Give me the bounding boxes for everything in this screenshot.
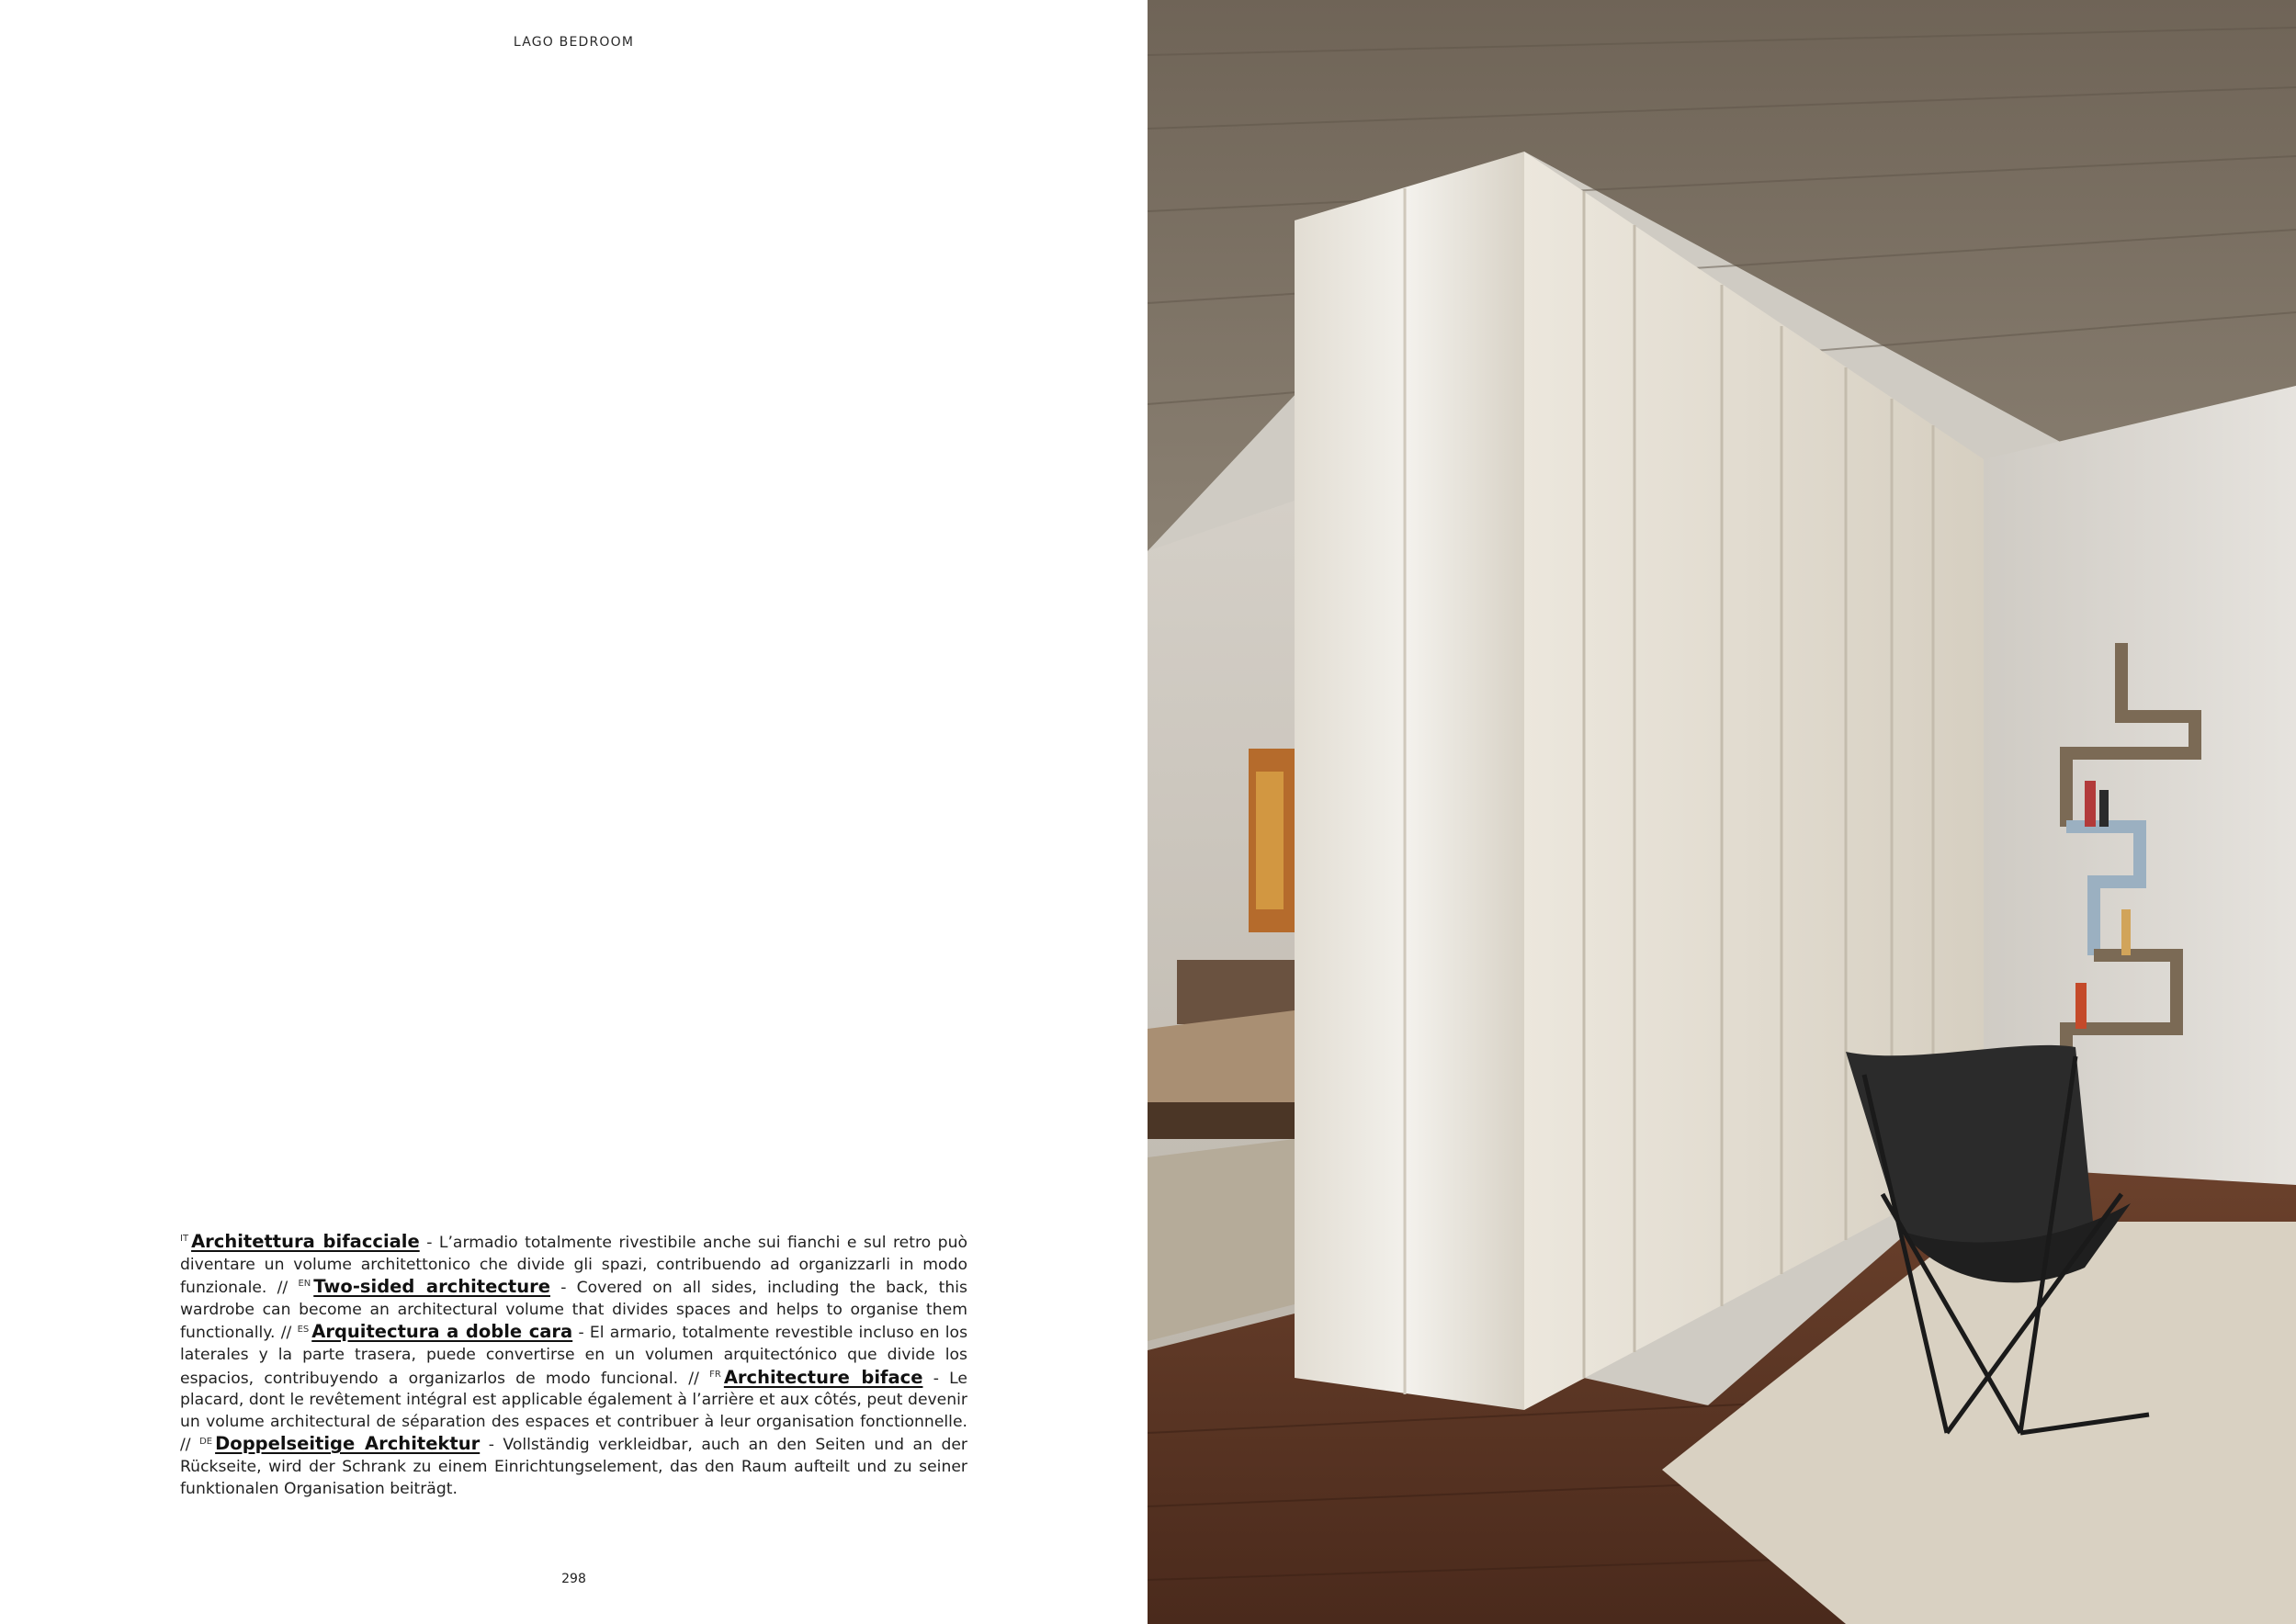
running-header: LAGO BEDROOM	[513, 35, 635, 50]
section-text: - El armario, totalmente revestible incluso en los laterales y la parte trasera, puede convertirse en un volumen arquitectónico que divide los espacios, contribuyendo a organizarlos de modo funcional. //	[180, 1324, 968, 1388]
book	[2121, 909, 2131, 955]
book	[2075, 983, 2087, 1029]
section-heading: Architecture biface	[723, 1366, 923, 1388]
book	[2099, 790, 2109, 827]
lang-code: IT	[180, 1234, 189, 1245]
page-number: 298	[561, 1572, 586, 1586]
section-text: - Vollständig verkleidbar, auch an den Seiten und an der Rückseite, wird der Schrank zu einem Einrichtungselement, das den Raum aufteilt und zu seiner funktionalen Organisation beiträgt.	[180, 1436, 968, 1498]
lang-block-de	[180, 1433, 968, 1498]
section-heading: Two-sided architecture	[313, 1276, 550, 1298]
bedroom-illustration	[1148, 0, 2296, 1624]
section-text: - Le placard, dont le revêtement intégral est applicable également à l’arrière et aux côtés, peut devenir un volume architectural de séparation des espaces et contribuer à leur organisation fonctionnelle. //	[180, 1369, 967, 1455]
bed-base	[1148, 1102, 1295, 1139]
section-heading: Architettura bifacciale	[191, 1231, 420, 1252]
wardrobe-front	[1295, 152, 1524, 1410]
description-paragraph	[180, 1231, 967, 1500]
lang-code: FR	[709, 1369, 721, 1380]
section-heading: Doppelseitige Architektur	[215, 1433, 481, 1455]
book	[2085, 781, 2096, 827]
section-heading: Arquitectura a doble cara	[311, 1321, 573, 1343]
bedroom-photo	[1148, 0, 2296, 1624]
section-text: - Covered on all sides, including the back, this wardrobe can become an architectural volume that divides spaces and helps to organise them functionally. //	[180, 1279, 967, 1343]
lang-code: DE	[199, 1436, 213, 1447]
lang-code: ES	[297, 1324, 310, 1335]
lang-code: EN	[298, 1279, 311, 1290]
section-text: - L’armadio totalmente rivestibile anche sui fianchi e sul retro può diventare un volume architettonico che divide gli spazi, contribuendo ad organizzarli in modo funzionale. //	[180, 1234, 967, 1298]
